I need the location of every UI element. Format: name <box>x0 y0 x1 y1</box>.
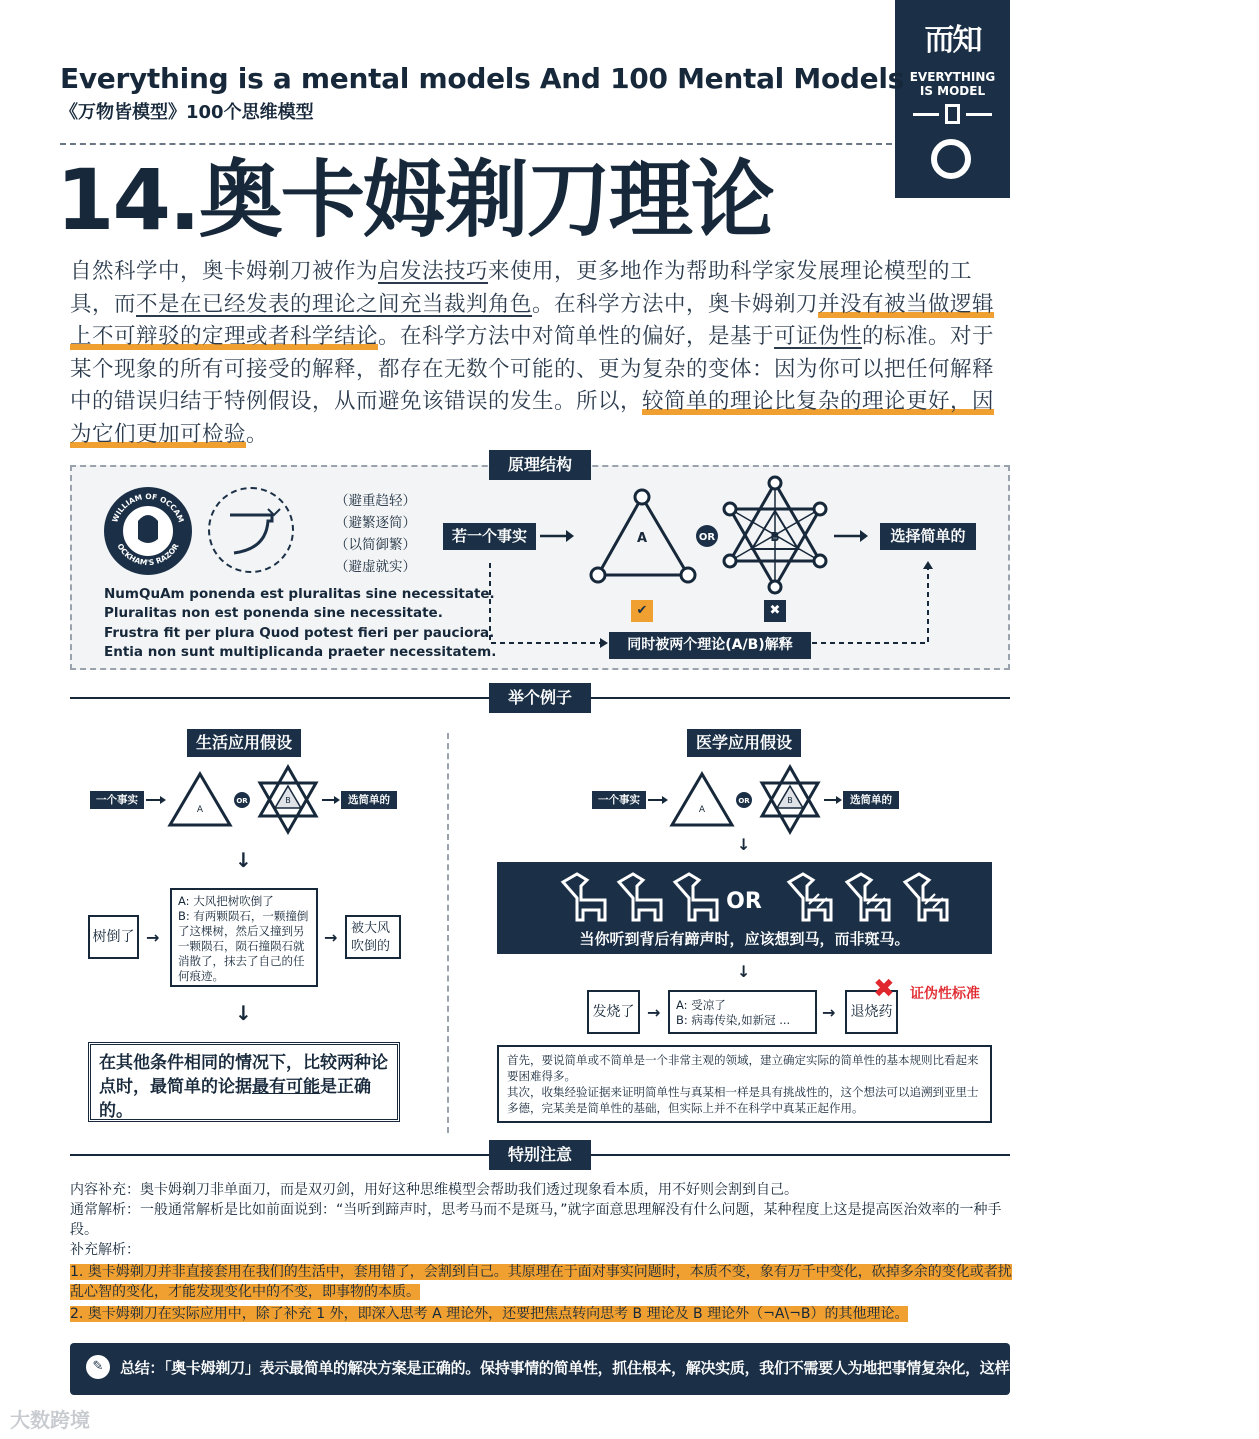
falsifiable-label: 证伪性标准 <box>910 986 980 1002</box>
brand-glyph: 而知 <box>924 23 981 58</box>
example-label: 举个例子 <box>489 683 591 713</box>
both-theories-tag: 同时被两个理论(A/B)解释 <box>609 632 811 659</box>
node <box>635 490 649 504</box>
fever-box: 发烧了 <box>587 990 640 1034</box>
choose-simple-tag: 选择简单的 <box>880 523 976 550</box>
notes-block <box>70 1180 1015 1324</box>
circle-icon <box>931 139 971 179</box>
note-item-2: 2. 奥卡姆剃刀在实际应用中，除了补充 1 外，即深入思考 A 理论外，还要把焦点转向思考 B 理论及 B 理论外（¬A\¬B）的其他理论。 <box>70 1306 909 1322</box>
header-divider <box>60 143 892 145</box>
life-conclusion: 在其他条件相同的情况下，比较两种论点时，最简单的论据最有可能是正确的。 <box>88 1042 400 1122</box>
node <box>681 568 695 582</box>
notes-label: 特别注意 <box>489 1140 591 1170</box>
razor-icon <box>208 487 294 573</box>
svg-text:A: A <box>698 805 706 815</box>
brand-logo-box <box>895 0 1010 198</box>
red-cross-icon: ✖ <box>873 974 895 1004</box>
horse-caption: 当你听到背后有蹄声时，应该想到马，而非斑马。 <box>579 930 910 948</box>
life-choose-tag: 选简单的 <box>341 791 397 809</box>
horse-zebra-panel <box>497 862 992 954</box>
english-title: Everything is a mental models And 100 Mental Models <box>60 62 905 95</box>
note-icon: ✎ <box>86 1355 110 1379</box>
medical-fact-tag: 一个事实 <box>592 791 646 809</box>
svg-text:A: A <box>636 531 648 546</box>
svg-text:OR: OR <box>738 797 750 805</box>
right-arrow-icon: → <box>146 928 160 947</box>
check-icon: ✔ <box>631 600 653 622</box>
node <box>591 568 605 582</box>
medical-diagram <box>646 762 846 832</box>
cross-icon: ✖ <box>764 600 786 622</box>
note-common: 通常解析：一般通常解析是比如前面说到：“当听到蹄声时，思考马而不是斑马，”就字面意思理解没有什么问题，某种程度上这是提高医治效率的一种手段。 <box>70 1202 1002 1238</box>
fact-tag: 若一个事实 <box>443 523 536 550</box>
right-arrow-icon: → <box>647 1003 661 1022</box>
life-fact-tag: 一个事实 <box>90 791 144 809</box>
brand-divider <box>966 113 992 116</box>
note-extra-label: 补充解析： <box>70 1242 140 1258</box>
svg-text:B: B <box>787 796 793 805</box>
svg-text:OR: OR <box>698 532 716 543</box>
intro-paragraph: 自然科学中，奥卡姆剃刀被作为启发法技巧来使用，更多地作为帮助科学家发展理论模型的工具，而不是在已经发表的理论之间充当裁判角色。在科学方法中，奥卡姆剃刀并没有被当做逻辑上不可辩驳的定理或者科学结论。在科学方法中对简单性的偏好，是基于可证伪性的标准。对于某个现象的所有可接受的解释，都存在无数个可能的、更为复杂的变体：因为你可以把任何解释中的错误归结于特例假设，从而避免该错误的发生。所以，较简单的理论比复杂的理论更好，因为它们更加可检验。 <box>70 259 995 447</box>
medical-choose-tag: 选简单的 <box>843 791 899 809</box>
summary-bar <box>70 1343 1259 1395</box>
svg-text:OCKHAM'S RAZOR: OCKHAM'S RAZOR <box>115 541 181 568</box>
tree-fell-box: 树倒了 <box>88 915 139 959</box>
life-diagram <box>144 762 344 832</box>
note-supplement: 内容补充：奥卡姆剃刀非单面刀，而是双刃剑，用好这种思维模型会帮助我们透过现象看本质，用不好则会割到自己。 <box>70 1182 798 1198</box>
latin-quotes: NumQuAm ponenda est pluralitas sine necessitate. Pluralitas non est ponenda sine necessitate. Frustra fit per plura Quod potest fieri per pauciora. Entia non sunt multiplicanda praeter necessitatem. <box>104 586 497 660</box>
medical-hypotheses-box: A: 受凉了 B: 病毒传染,如新冠 ... <box>668 990 817 1034</box>
life-hypotheses-box: A: 大风把树吹倒了 B: 有两颗陨石，一颗撞倒 了这棵树，然后又撞到另 一颗陨石，陨石撞陨石就 消散了，抹去了自己的任 何痕迹。 <box>170 888 318 987</box>
column-divider <box>447 733 449 1133</box>
down-arrow-icon: ↓ <box>737 962 751 981</box>
brand-text: EVERYTHING IS MODEL <box>909 70 996 98</box>
right-arrow-icon: → <box>324 928 338 947</box>
subtitle: 《万物皆模型》100个思维模型 <box>60 102 314 123</box>
svg-text:A: A <box>196 805 204 815</box>
down-arrow-icon: ↓ <box>235 848 252 872</box>
right-arrow-icon: → <box>822 1003 836 1022</box>
watermark: 大数跨境 <box>10 1408 90 1432</box>
razor-phrases: （避重趋轻） （避繁逐简） （以简御繁） （避虚就实） <box>335 493 416 575</box>
medicine-box: 退烧药 <box>845 990 898 1034</box>
down-arrow-icon: ↓ <box>235 1001 252 1025</box>
summary-text: 总结：「奥卡姆剃刀」表示最简单的解决方案是正确的。保持事情的简单性，抓住根本，解决实质，我们不需要人为地把事情复杂化，这样我们才能更快更效率的将事情处理好。 <box>120 1359 1259 1377</box>
note-item-1: 1. 奥卡姆剃刀并非直接套用在我们的生活中，套用错了，会割到自己。其原理在于面对事实问题时，本质不变，象有万千中变化，砍掉多余的变化或者扰乱心智的变化，才能发现变化中的不变，即事物的本质。 <box>70 1264 1012 1300</box>
svg-text:B: B <box>770 530 780 544</box>
down-arrow-icon: ↓ <box>737 835 751 854</box>
svg-text:B: B <box>285 796 291 805</box>
life-title: 生活应用假设 <box>187 729 301 757</box>
page-title: 14.奥卡姆剃刀理论 <box>56 151 773 249</box>
brand-divider <box>913 113 939 116</box>
svg-text:OR: OR <box>726 889 762 914</box>
life-result-box: 被大风吹倒的 <box>345 915 401 959</box>
principle-label: 原理结构 <box>489 450 591 480</box>
brand-mark-icon <box>945 104 960 124</box>
medallion-text <box>104 487 192 575</box>
svg-text:WILLIAM OF OCCAM: WILLIAM OF OCCAM <box>110 491 186 524</box>
medical-title: 医学应用假设 <box>687 729 801 757</box>
svg-text:OR: OR <box>236 797 248 805</box>
medical-explanation: 首先，要说简单或不简单是一个非常主观的领域，建立确定实际的简单性的基本规则比看起来要困难得多。 其次，收集经验证据来证明简单性与真某相一样是具有挑战性的，这个想法可以追溯到亚里士多德，完某美是简单性的基础，但实际上并不在科学中真某正起作用。 <box>497 1045 992 1123</box>
